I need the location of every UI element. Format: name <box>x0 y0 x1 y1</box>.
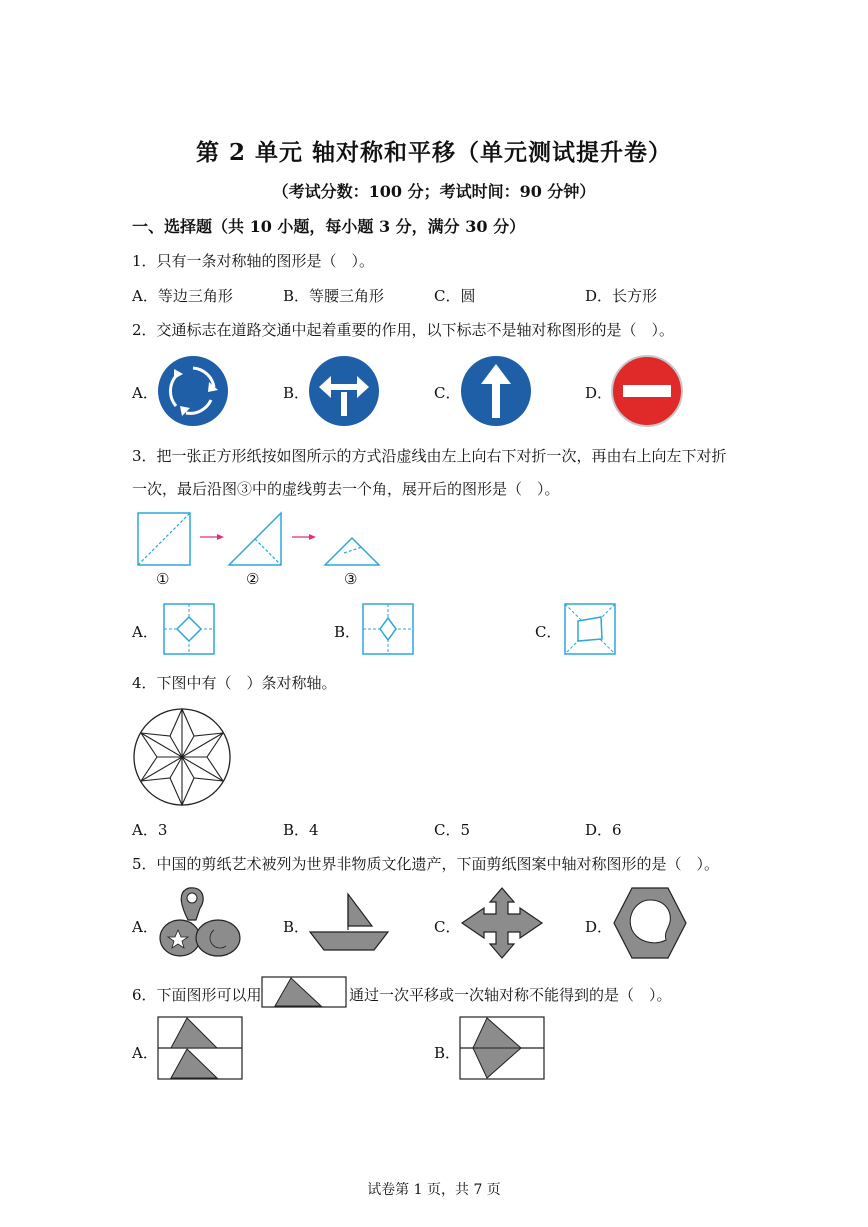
question-6-stem-before: 6．下面图形可以用 <box>132 986 262 1004</box>
q6-option-b-figure <box>459 1016 545 1080</box>
fold-step-1-square <box>137 512 192 567</box>
q5-option-b[interactable]: B． <box>283 918 310 936</box>
q3-option-a-figure <box>163 603 215 655</box>
fold-step-2-triangle <box>228 512 284 568</box>
section-heading: 一、选择题（共 10 小题，每小题 3 分，满分 30 分） <box>132 217 526 236</box>
fold-step-1-label: ① <box>156 570 170 588</box>
page-title: 第 2 单元 轴对称和平移（单元测试提升卷） <box>195 139 673 166</box>
question-5-stem: 5．中国的剪纸艺术被列为世界非物质文化遗产，下面剪纸图案中轴对称图形的是（ ）。 <box>132 855 720 873</box>
turn-left-right-sign-icon <box>307 354 381 428</box>
q6-reference-shape <box>261 976 347 1008</box>
q2-option-d[interactable]: D． <box>585 384 613 402</box>
question-6-stem-after: 通过一次平移或一次轴对称不能得到的是（ ）。 <box>349 986 672 1004</box>
q6-option-a-figure <box>157 1016 243 1080</box>
question-3-stem-line2: 一次，最后沿图③中的虚线剪去一个角，展开后的图形是（ ）。 <box>132 480 560 498</box>
q3-option-c-figure <box>564 603 616 655</box>
q3-option-c[interactable]: C． <box>535 623 562 641</box>
q1-option-b[interactable]: B．等腰三角形 <box>283 287 385 305</box>
straight-ahead-sign-icon <box>459 354 533 428</box>
q6-option-b[interactable]: B． <box>434 1044 461 1062</box>
q4-option-d[interactable]: D．6 <box>585 821 622 839</box>
q5-option-a[interactable]: A． <box>132 918 158 936</box>
q1-option-a[interactable]: A．等边三角形 <box>132 287 233 305</box>
fold-step-2-label: ② <box>246 570 260 588</box>
q3-option-b-figure <box>362 603 414 655</box>
q5-option-d[interactable]: D． <box>585 918 613 936</box>
exam-info: （考试分数：100 分；考试时间：90 分钟） <box>272 182 596 201</box>
no-entry-sign-icon <box>610 354 684 428</box>
q6-option-a[interactable]: A． <box>132 1044 158 1062</box>
star-in-circle-figure <box>132 707 232 807</box>
q4-option-c[interactable]: C．5 <box>434 821 471 839</box>
question-4-stem: 4．下图中有（ ）条对称轴。 <box>132 674 337 692</box>
q4-option-a[interactable]: A．3 <box>132 821 168 839</box>
q5-option-c[interactable]: C． <box>434 918 461 936</box>
papercut-hexagon-figure <box>612 886 688 960</box>
papercut-trefoil-figure <box>156 886 246 960</box>
papercut-sailboat-figure <box>308 892 390 954</box>
arrow-right-icon <box>200 532 224 542</box>
q2-option-b[interactable]: B． <box>283 384 310 402</box>
question-2-stem: 2．交通标志在道路交通中起着重要的作用，以下标志不是轴对称图形的是（ ）。 <box>132 321 675 339</box>
arrow-right-icon <box>292 532 316 542</box>
fold-step-3-small-triangle <box>324 535 382 567</box>
q3-option-a[interactable]: A． <box>132 623 158 641</box>
q2-option-a[interactable]: A． <box>132 384 158 402</box>
page-footer: 试卷第 1 页，共 7 页 <box>367 1182 501 1198</box>
q4-option-b[interactable]: B．4 <box>283 821 319 839</box>
q1-option-d[interactable]: D．长方形 <box>585 287 658 305</box>
papercut-cross-arrows-figure <box>460 886 544 960</box>
q2-option-c[interactable]: C． <box>434 384 461 402</box>
question-1-stem: 1．只有一条对称轴的图形是（ ）。 <box>132 252 375 270</box>
q1-option-c[interactable]: C．圆 <box>434 287 476 305</box>
roundabout-sign-icon <box>156 354 230 428</box>
question-3-stem-line1: 3．把一张正方形纸按如图所示的方式沿虚线由左上向右下对折一次，再由右上向左下对折 <box>132 447 727 465</box>
fold-step-3-label: ③ <box>344 570 358 588</box>
q3-option-b[interactable]: B． <box>334 623 361 641</box>
